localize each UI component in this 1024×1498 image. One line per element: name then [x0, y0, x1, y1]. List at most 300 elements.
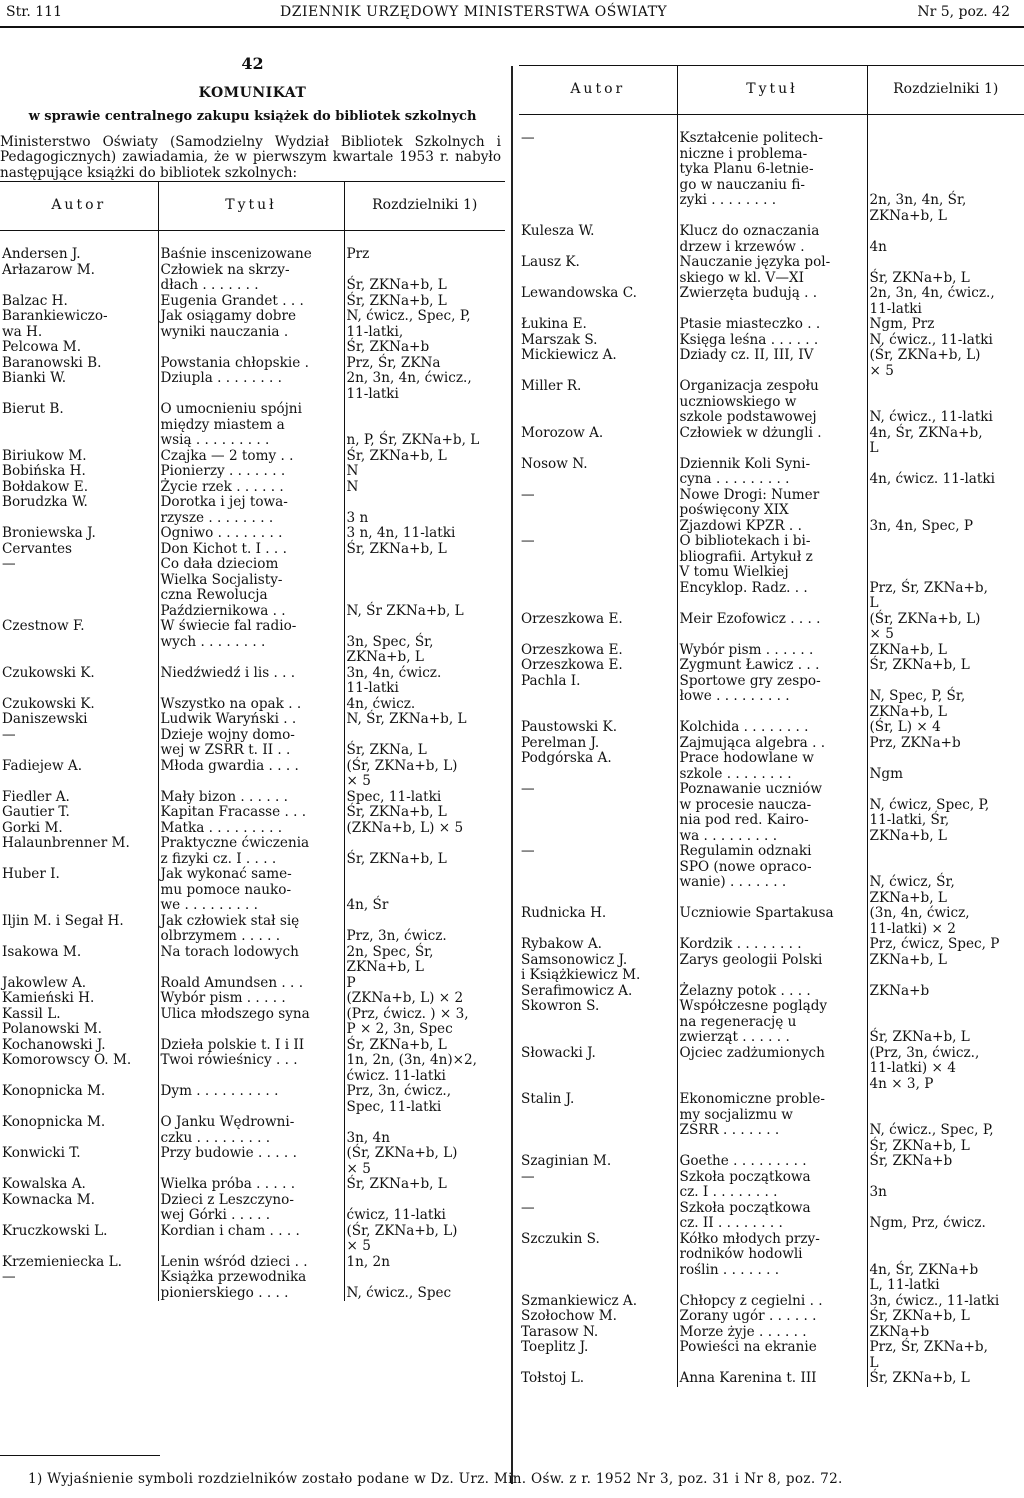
table-row — [519, 333, 1024, 349]
title-cell: Ptasie miasteczko . . — [677, 317, 867, 333]
author-cell: Czukowski K. — [2, 664, 95, 681]
left-table-body — [0, 231, 505, 1302]
journal-title: DZIENNIK URZĘDOWY MINISTERSTWA OŚWIATY — [280, 4, 668, 20]
table-row — [0, 805, 505, 821]
notice-number: 42 — [241, 54, 264, 73]
distributors-cell: 3 n, 4n, 11-latki — [344, 526, 505, 542]
title-cell: Jak osiągamy dobre wyniki nauczania . — [158, 309, 344, 340]
table-row — [0, 1115, 505, 1146]
distributors-cell: (Śr, ZKNa+b, L) × 5 — [344, 1146, 505, 1177]
distributors-cell: 2n, Spec, Śr, ZKNa+b, L — [344, 945, 505, 976]
author-cell: Bołdakow E. — [2, 478, 89, 495]
author-cell: Konopnicka M. — [2, 1114, 106, 1130]
table-row — [0, 728, 505, 759]
title-cell: Zarys geologii Polski — [677, 953, 867, 984]
author-cell: Bierut B. — [2, 401, 64, 417]
title-cell: Ekonomiczne proble- my socjalizmu w ZSRR . . . . . . . — [677, 1092, 867, 1154]
table-row — [0, 231, 505, 263]
distributors-cell: ćwicz, 11-latki — [344, 1193, 505, 1224]
title-cell: Dziupla . . . . . . . . — [158, 371, 344, 402]
author-cell: — — [2, 726, 16, 743]
table-row — [519, 534, 1024, 612]
title-cell: Don Kichot t. I . . . — [158, 542, 344, 558]
author-cell: Isakowa M. — [2, 943, 82, 960]
table-row — [519, 674, 1024, 721]
author-cell: Szaginian M. — [521, 1153, 612, 1169]
author-cell: Konopnicka M. — [2, 1083, 106, 1099]
table-row — [519, 906, 1024, 937]
title-cell: Kółko młodych przy- rodników hodowli roślin . . . . . . . — [677, 1232, 867, 1294]
table-row — [519, 1371, 1024, 1387]
header-rule — [0, 26, 1024, 28]
distributors-cell: Prz, Śr, ZKNa+b, L — [867, 1340, 1024, 1371]
distributors-cell: ZKNa+b — [867, 1325, 1024, 1341]
table-row — [519, 984, 1024, 1000]
distributors-cell: (Prz, ćwicz. ) × 3, P × 2, 3n, Spec — [344, 1007, 505, 1038]
author-cell: Szmankiewicz A. — [521, 1292, 638, 1309]
title-cell: Praktyczne ćwiczenia z fizyki cz. I . . . . — [158, 836, 344, 867]
distributors-cell: 4n, ćwicz. 11-latki — [867, 457, 1024, 488]
author-cell: Kruczkowski L. — [2, 1222, 108, 1239]
table-row — [0, 309, 505, 340]
author-cell: — — [521, 1199, 535, 1216]
author-cell: Szołochow M. — [521, 1308, 617, 1324]
distributors-cell: 2n, 3n, 4n, ćwicz., 11-latki — [867, 286, 1024, 317]
table-row — [0, 495, 505, 526]
distributors-cell: Prz, Śr, ZKNa+b, L — [867, 534, 1024, 612]
distributors-cell: N, Spec, P, Śr, ZKNa+b, L — [867, 674, 1024, 721]
table-row — [519, 348, 1024, 379]
distributors-cell: Śr, ZKNa+b, L — [867, 1309, 1024, 1325]
title-cell: Człowiek na skrzy- dłach . . . . . . . — [158, 263, 344, 294]
distributors-cell: ZKNa+b, L — [867, 643, 1024, 659]
distributors-cell: Śr, ZKNa+b, L — [344, 294, 505, 310]
footnote: 1) Wyjaśnienie symboli rozdzielników zostało podane w Dz. Urz. Min. Ośw. z r. 1952 Nr 3, poz. 31 i Nr 8, poz. 72. — [28, 1471, 843, 1487]
title-cell: Dzieci z Leszczyno- wej Górki . . . . . — [158, 1193, 344, 1224]
notice-intro: Ministerstwo Oświaty (Samodzielny Wydział Bibliotek Szkolnych i Pedagogicznych) zawiadamia, że w pierwszym kwartale 1953 r. nabyło następujące książki do bibliotek szkolnych: — [0, 133, 501, 181]
distributors-cell: N, Śr, ZKNa+b, L — [344, 712, 505, 728]
title-cell: O bibliotekach i bi- bliografii. Artykuł z V tomu Wielkiej Encyklop. Radz. . . — [677, 534, 867, 612]
title-cell: Zwierzęta budują . . — [677, 286, 867, 317]
table-row — [0, 340, 505, 356]
distributors-cell: N, ćwicz, Spec, P, 11-latki, Śr, ZKNa+b, L — [867, 782, 1024, 844]
table-row — [0, 619, 505, 666]
distributors-cell: Śr, ZKNa+b, L — [344, 1177, 505, 1193]
table-row — [0, 759, 505, 790]
table-row — [519, 736, 1024, 752]
table-row — [519, 751, 1024, 782]
author-cell: Barankiewiczo- wa H. — [2, 308, 108, 340]
title-cell: Wielka próba . . . . . — [158, 1177, 344, 1193]
distributors-cell: Śr, ZKNa+b, L — [867, 255, 1024, 286]
title-cell: Roald Amundsen . . . — [158, 976, 344, 992]
title-cell: Kapitan Fracasse . . . — [158, 805, 344, 821]
title-cell: Na torach lodowych — [158, 945, 344, 976]
title-cell: Wszystko na opak . . — [158, 697, 344, 713]
title-cell: Księga leśna . . . . . . — [677, 333, 867, 349]
distributors-cell: n, P, Śr, ZKNa+b, L — [344, 402, 505, 449]
author-cell: Szczukin S. — [521, 1230, 600, 1247]
distributors-cell: Śr, ZKNa+b, L — [344, 805, 505, 821]
table-row — [519, 658, 1024, 674]
title-cell: Nowe Drogi: Numer poświęcony XIX Zjazdowi KPZR . . — [677, 488, 867, 535]
title-cell: Dzieje wojny domo- wej w ZSRR t. II . . — [158, 728, 344, 759]
title-cell: Co dała dzieciom Wielka Socjalisty- czna Rewolucja Październikowa . . — [158, 557, 344, 619]
author-cell: Stalin J. — [521, 1091, 575, 1107]
distributors-cell: (Śr, ZKNa+b, L) × 5 — [867, 348, 1024, 379]
title-cell: Życie rzek . . . . . . — [158, 480, 344, 496]
title-cell: Pionierzy . . . . . . . — [158, 464, 344, 480]
author-cell: Czestnow F. — [2, 618, 85, 634]
author-cell: Czukowski K. — [2, 695, 95, 712]
title-cell: Dziennik Koli Syni- cyna . . . . . . . . . — [677, 457, 867, 488]
title-cell: Chłopcy z cegielni . . — [677, 1294, 867, 1310]
author-cell: Paustowski K. — [521, 719, 618, 735]
distributors-cell: Śr, ZKNa+b — [867, 1154, 1024, 1170]
author-cell: Perelman J. — [521, 734, 600, 751]
title-cell: Organizacja zespołu uczniowskiego w szkole podstawowej — [677, 379, 867, 426]
author-cell: Lausz K. — [521, 254, 580, 270]
author-cell: Mickiewicz A. — [521, 347, 617, 363]
title-cell — [158, 340, 344, 356]
table-row — [519, 1325, 1024, 1341]
distributors-cell: Prz, Śr, ZKNa — [344, 356, 505, 372]
title-cell: Klucz do oznaczania drzew i krzewów . — [677, 224, 867, 255]
author-cell: — — [521, 486, 535, 503]
author-cell: Podgórska A. — [521, 750, 612, 766]
distributors-cell: 3n, ćwicz., 11-latki — [867, 1294, 1024, 1310]
table-row — [519, 782, 1024, 844]
author-cell: Nosow N. — [521, 455, 588, 472]
title-cell: Współczesne poglądy na regenerację u zwierząt . . . . . . — [677, 999, 867, 1046]
distributors-cell: N, ćwicz., 11-latki — [867, 333, 1024, 349]
table-row — [0, 914, 505, 945]
author-cell: Broniewska J. — [2, 525, 96, 541]
author-cell: Słowacki J. — [521, 1044, 596, 1061]
table-row — [519, 1201, 1024, 1232]
table-row — [519, 426, 1024, 457]
author-cell: — — [521, 781, 535, 797]
author-cell: Komorowscy O. M. — [2, 1052, 132, 1068]
author-cell: Konwicki T. — [2, 1145, 81, 1161]
table-row — [519, 953, 1024, 984]
author-cell: Lewandowska C. — [521, 285, 637, 301]
title-cell: Szkoła początkowa cz. I . . . . . . . . — [677, 1170, 867, 1201]
title-cell: Szkoła początkowa cz. II . . . . . . . . — [677, 1201, 867, 1232]
table-row — [0, 666, 505, 697]
distributors-cell: (Śr, ZKNa+b, L) × 5 — [344, 1224, 505, 1255]
table-row — [0, 867, 505, 914]
table-row — [0, 356, 505, 372]
table-row — [0, 480, 505, 496]
title-cell: Poznawanie uczniów w procesie naucza- nia pod red. Kairo- wa . . . . . . . . . — [677, 782, 867, 844]
title-cell: Kordzik . . . . . . . . — [677, 937, 867, 953]
distributors-cell: ZKNa+b, L — [867, 953, 1024, 984]
author-cell: Marszak S. — [521, 331, 598, 348]
title-cell: Eugenia Grandet . . . — [158, 294, 344, 310]
title-cell: Matka . . . . . . . . . — [158, 821, 344, 837]
author-cell: Bobińska H. — [2, 463, 86, 479]
distributors-cell: 4n, Śr, ZKNa+b, L — [867, 426, 1024, 457]
distributors-cell: N, ćwicz., Spec, P, Śr, ZKNa+b, L — [867, 1092, 1024, 1154]
author-cell: Kowalska A. — [2, 1176, 86, 1192]
title-cell: Baśnie inscenizowane — [158, 231, 344, 263]
column-header-title: Tytuł — [158, 182, 344, 231]
table-row — [0, 464, 505, 480]
author-cell: Cervantes — [2, 540, 72, 557]
title-cell: O Janku Wędrowni- czku . . . . . . . . . — [158, 1115, 344, 1146]
author-cell: Iljin M. i Segał H. — [2, 912, 124, 929]
author-cell: Pelcowa M. — [2, 339, 82, 355]
distributors-cell: N, ćwicz., Spec, P, 11-latki, — [344, 309, 505, 340]
distributors-cell: N — [344, 480, 505, 496]
author-cell: Orzeszkowa E. — [521, 610, 623, 627]
author-cell: Kamieński H. — [2, 990, 95, 1006]
column-header-title: Tytuł — [677, 66, 867, 115]
title-cell: Mały bizon . . . . . . — [158, 790, 344, 806]
author-cell: Biriukow M. — [2, 447, 87, 464]
title-cell: Morze żyje . . . . . . — [677, 1325, 867, 1341]
title-cell: Zorany ugór . . . . . . — [677, 1309, 867, 1325]
distributors-cell: N, ćwicz, Śr, ZKNa+b, L — [867, 844, 1024, 906]
distributors-cell: (Śr, ZKNa+b, L) × 5 — [344, 759, 505, 790]
distributors-cell: ZKNa+b — [867, 984, 1024, 1000]
distributors-cell: Śr, ZKNa+b, L — [344, 449, 505, 465]
title-cell: Kolchida . . . . . . . . — [677, 720, 867, 736]
title-cell: Wybór pism . . . . . . — [677, 643, 867, 659]
table-row — [519, 1294, 1024, 1310]
author-cell: Huber I. — [2, 866, 60, 882]
title-cell: Prace hodowlane w szkole . . . . . . . . — [677, 751, 867, 782]
author-cell: Rudnicka H. — [521, 905, 607, 921]
title-cell: Powieści na ekranie — [677, 1340, 867, 1371]
footnote-rule — [0, 1455, 160, 1456]
author-cell: Bianki W. — [2, 370, 67, 386]
distributors-cell: 4n — [867, 224, 1024, 255]
author-cell: Tołstoj L. — [521, 1370, 585, 1386]
author-cell: Miller R. — [521, 378, 582, 394]
distributors-cell: Śr, ZKNa, L — [344, 728, 505, 759]
column-header-author: Autor — [0, 182, 158, 231]
distributors-cell: 3n, Spec, Śr, ZKNa+b, L — [344, 619, 505, 666]
distributors-cell: Śr, ZKNa+b, L — [867, 658, 1024, 674]
author-cell: Daniszewski — [2, 711, 88, 727]
table-row — [519, 1232, 1024, 1294]
title-cell: Ogniwo . . . . . . . . — [158, 526, 344, 542]
author-cell: Samsonowicz J. i Książkiewicz M. — [521, 951, 641, 983]
author-cell: Arłazarow M. — [2, 261, 95, 278]
table-row — [0, 836, 505, 867]
author-cell: Gautier T. — [2, 804, 70, 820]
distributors-cell: Prz, 3n, ćwicz., Spec, 11-latki — [344, 1084, 505, 1115]
table-row — [519, 255, 1024, 286]
distributors-cell: N, Śr ZKNa+b, L — [344, 557, 505, 619]
column-divider — [511, 66, 513, 1484]
title-cell: Ludwik Waryński . . — [158, 712, 344, 728]
table-row — [0, 526, 505, 542]
distributors-cell: P — [344, 976, 505, 992]
distributors-cell: 3n, 4n, ćwicz. 11-latki — [344, 666, 505, 697]
author-cell: Orzeszkowa E. — [521, 641, 623, 658]
table-row — [0, 991, 505, 1007]
author-cell: Rybakow A. — [521, 936, 602, 952]
table-row — [0, 945, 505, 976]
table-row — [0, 712, 505, 728]
distributors-cell: Prz, ZKNa+b — [867, 736, 1024, 752]
title-cell: Zajmująca algebra . . — [677, 736, 867, 752]
distributors-cell: Prz — [344, 231, 505, 263]
table-row — [0, 1270, 505, 1301]
author-cell: — — [521, 1168, 535, 1185]
table-row — [519, 720, 1024, 736]
table-row — [0, 1084, 505, 1115]
distributors-cell: 4n, Śr, ZKNa+b L, 11-latki — [867, 1232, 1024, 1294]
distributors-cell: Prz, ćwicz, Spec, P — [867, 937, 1024, 953]
table-row — [519, 1046, 1024, 1093]
table-row — [0, 1224, 505, 1255]
author-cell: Serafimowicz A. — [521, 982, 633, 999]
distributors-cell: 4n, ćwicz. — [344, 697, 505, 713]
distributors-cell: 2n, 3n, 4n, ćwicz., 11-latki — [344, 371, 505, 402]
column-header-distributors: Rozdzielniki 1) — [344, 182, 505, 231]
author-cell: Baranowski B. — [2, 354, 102, 371]
title-cell: Niedźwiedź i lis . . . — [158, 666, 344, 697]
title-cell: Jak człowiek stał się olbrzymem . . . . . — [158, 914, 344, 945]
notice-title: KOMUNIKAT — [198, 84, 307, 101]
table-row — [0, 821, 505, 837]
table-row — [0, 790, 505, 806]
author-cell: — — [521, 130, 535, 146]
distributors-cell: Prz, 3n, ćwicz. — [344, 914, 505, 945]
table-row — [0, 976, 505, 992]
distributors-cell: Śr, ZKNa+b — [344, 340, 505, 356]
author-cell: Łukina E. — [521, 316, 587, 332]
table-row — [519, 612, 1024, 643]
author-cell: Borudzka W. — [2, 494, 88, 510]
books-table-right — [519, 65, 1024, 1387]
author-cell: Kulesza W. — [521, 223, 595, 239]
distributors-cell: 3 n — [344, 495, 505, 526]
author-cell: — — [2, 556, 16, 572]
title-cell: Kordian i cham . . . . — [158, 1224, 344, 1255]
table-row — [0, 1007, 505, 1038]
title-cell: Dziady cz. II, III, IV — [677, 348, 867, 379]
distributors-cell: N — [344, 464, 505, 480]
title-cell: Młoda gwardia . . . . — [158, 759, 344, 790]
table-row — [0, 449, 505, 465]
title-cell: Anna Karenina t. III — [677, 1371, 867, 1387]
title-cell: Czajka — 2 tomy . . — [158, 449, 344, 465]
title-cell: Ulica młodszego syna — [158, 1007, 344, 1038]
table-row — [519, 379, 1024, 426]
distributors-cell: (Śr, L) × 4 — [867, 720, 1024, 736]
distributors-cell: Śr, ZKNa+b, L — [867, 999, 1024, 1046]
author-cell: Kownacka M. — [2, 1191, 95, 1208]
title-cell: Człowiek w dżungli . — [677, 426, 867, 457]
title-cell: Książka przewodnika pionierskiego . . . . — [158, 1270, 344, 1301]
running-header — [0, 4, 1024, 26]
author-cell: Orzeszkowa E. — [521, 657, 623, 673]
table-row — [0, 1038, 505, 1054]
title-cell: Dorotka i jej towa- rzysze . . . . . . . . — [158, 495, 344, 526]
table-row — [0, 263, 505, 294]
distributors-cell: Śr, ZKNa+b, L — [344, 836, 505, 867]
table-row — [0, 294, 505, 310]
table-row — [519, 999, 1024, 1046]
distributors-cell: 4n, Śr — [344, 867, 505, 914]
author-cell: Krzemieniecka L. — [2, 1253, 122, 1270]
title-cell: Jak wykonać samе- mu pomoce nauko- we . . . . . . . . . — [158, 867, 344, 914]
distributors-cell: N, ćwicz., Spec — [344, 1270, 505, 1301]
right-column — [519, 65, 1024, 1387]
table-row — [0, 1255, 505, 1271]
table-row — [0, 402, 505, 449]
table-row — [0, 1053, 505, 1084]
author-cell: — — [521, 843, 535, 859]
table-row — [519, 317, 1024, 333]
table-row — [0, 542, 505, 558]
distributors-cell: 1n, 2n, (3n, 4n)×2, ćwicz. 11-latki — [344, 1053, 505, 1084]
author-cell: Kassil L. Polanowski M. — [2, 1005, 102, 1037]
title-cell: W świecie fal radio- wych . . . . . . . . — [158, 619, 344, 666]
distributors-cell: (3n, 4n, ćwicz, 11-latki) × 2 — [867, 906, 1024, 937]
title-cell: Zygmunt Ławicz . . . — [677, 658, 867, 674]
distributors-cell: 3n, 4n, Spec, P — [867, 488, 1024, 535]
distributors-cell: Ngm, Prz, ćwicz. — [867, 1201, 1024, 1232]
distributors-cell: Śr, ZKNa+b, L — [344, 263, 505, 294]
distributors-cell: Śr, ZKNa+b, L — [867, 1371, 1024, 1387]
author-cell: Fiedler A. — [2, 788, 70, 805]
distributors-cell: N, ćwicz., 11-latki — [867, 379, 1024, 426]
title-cell: Dym . . . . . . . . . . — [158, 1084, 344, 1115]
author-cell: Gorki M. — [2, 819, 63, 836]
title-cell: Twoi rówieśnicy . . . — [158, 1053, 344, 1084]
title-cell: Lenin wśród dzieci . . — [158, 1255, 344, 1271]
distributors-cell: Spec, 11-latki — [344, 790, 505, 806]
table-row — [519, 643, 1024, 659]
distributors-cell: (Prz, 3n, ćwicz., 11-latki) × 4 4n × 3, P — [867, 1046, 1024, 1093]
title-cell: Sportowe gry zespo- łowe . . . . . . . . . — [677, 674, 867, 721]
table-row — [519, 457, 1024, 488]
author-cell: — — [521, 533, 535, 549]
table-row — [0, 371, 505, 402]
author-cell: Halaunbrenner M. — [2, 835, 130, 851]
distributors-cell: 1n, 2n — [344, 1255, 505, 1271]
left-column — [0, 56, 505, 1301]
title-cell: Przy budowie . . . . . — [158, 1146, 344, 1177]
distributors-cell: (ZKNa+b, L) × 2 — [344, 991, 505, 1007]
table-row — [519, 115, 1024, 225]
table-row — [519, 1340, 1024, 1371]
books-table-left — [0, 181, 505, 1301]
table-row — [0, 557, 505, 619]
distributors-cell: (ZKNa+b, L) × 5 — [344, 821, 505, 837]
title-cell: Powstania chłopskie . — [158, 356, 344, 372]
table-row — [519, 1309, 1024, 1325]
author-cell: Pachla I. — [521, 672, 581, 689]
title-cell: Kształcenie politech- niczne i problema- tyka Planu 6-letnie- go w nauczaniu fi- zyki . . . . . . . . — [677, 115, 867, 225]
author-cell: Skowron S. — [521, 998, 600, 1014]
author-cell: Kochanowski J. — [2, 1036, 106, 1053]
title-cell: Goethe . . . . . . . . . — [677, 1154, 867, 1170]
title-cell: Żelazny potok . . . . — [677, 984, 867, 1000]
notice-subtitle: w sprawie centralnego zakupu książek do bibliotek szkolnych — [28, 109, 477, 124]
table-row — [0, 697, 505, 713]
author-cell: Andersen J. — [2, 246, 81, 262]
distributors-cell: 2n, 3n, 4n, Śr, ZKNa+b, L — [867, 115, 1024, 225]
author-cell: Morozow A. — [521, 424, 604, 441]
column-header-distributors: Rozdzielniki 1) — [867, 66, 1024, 115]
